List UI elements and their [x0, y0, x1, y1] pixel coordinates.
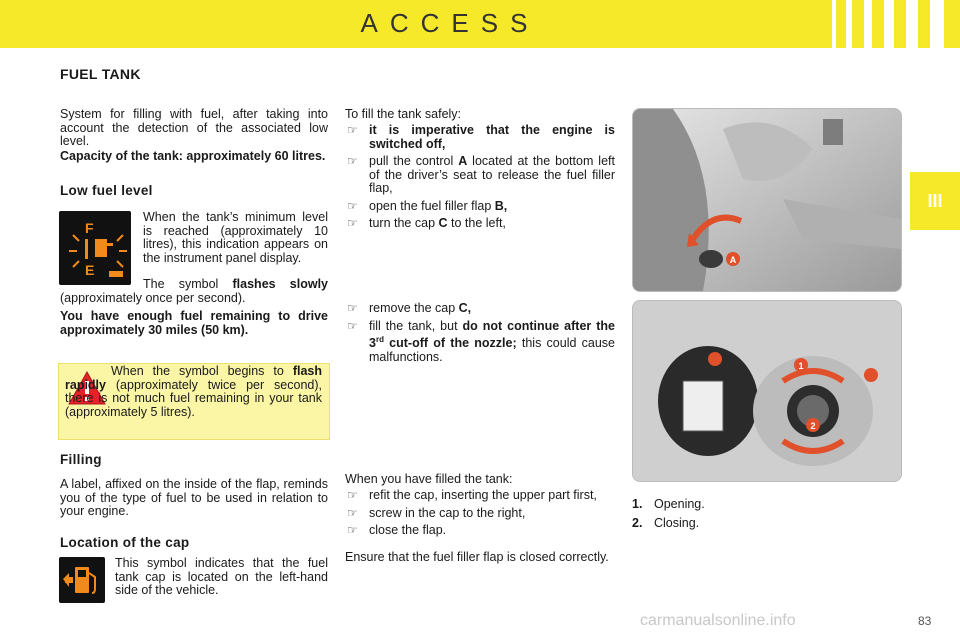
- symbol-bold: flashes slowly: [232, 277, 328, 291]
- step3-bold: B,: [494, 198, 508, 213]
- location-title: Location of the cap: [60, 535, 190, 550]
- legend-item: [632, 517, 900, 531]
- after-step2: screw in the cap to the right,: [369, 505, 526, 520]
- legend-item: [632, 498, 900, 512]
- after-steps: [345, 489, 615, 542]
- step2-post: located at the bottom left of the driver’s seat to release the fuel filler flap,: [369, 154, 615, 195]
- chapter-title: ACCESS: [360, 8, 540, 38]
- list-item: [345, 489, 615, 503]
- symbol-suffix: (approximately once per second).: [60, 290, 246, 305]
- legend-label: Opening.: [654, 497, 705, 511]
- step3-pre: open the fuel filler flap: [369, 198, 495, 213]
- filling-text: A label, affixed on the inside of the flap, reminds you of the type of fuel to be used in relation to your engine.: [60, 477, 328, 518]
- safely-step1: it is imperative that the engine is switched off,: [369, 123, 615, 151]
- page-number: 83: [918, 614, 932, 628]
- symbol-prefix: The symbol: [143, 277, 233, 291]
- list-item: [345, 507, 615, 521]
- fill-bold-b: cut-off of the nozzle;: [383, 336, 517, 351]
- after-step1: refit the cap, inserting the upper part first,: [369, 488, 597, 502]
- intro-text: System for filling with fuel, after taking into account the detection of the associated low level.: [60, 107, 328, 148]
- fuel-cap-side-icon: [59, 557, 105, 603]
- step2-pre: pull the control: [369, 154, 459, 168]
- list-item: [345, 124, 615, 151]
- after-step3: close the flap.: [369, 523, 447, 537]
- pointing-hand-icon: ☞: [347, 154, 358, 168]
- remove-bold: C,: [458, 301, 472, 315]
- safely-steps: [345, 124, 615, 235]
- fill-sup: rd: [375, 335, 384, 344]
- list-item: [345, 524, 615, 538]
- safely-intro: To fill the tank safely:: [345, 107, 462, 121]
- legend-num: 2.: [632, 515, 643, 530]
- list-item: [345, 155, 615, 196]
- fill-bold-a: do not continue after the 3: [369, 318, 615, 351]
- photo-legend: [632, 498, 900, 530]
- legend-num: 1.: [632, 497, 643, 511]
- header-stripe: [864, 0, 872, 48]
- release-control-photo: [632, 108, 902, 292]
- section-title: FUEL TANK: [60, 66, 141, 82]
- after-intro: When you have filled the tank:: [345, 472, 513, 486]
- pointing-hand-icon: ☞: [347, 523, 358, 537]
- low-fuel-title: Low fuel level: [60, 183, 153, 198]
- warning-pre: When the symbol begins to: [111, 364, 293, 378]
- warning-text: [65, 364, 322, 419]
- fill-pre: fill the tank, but: [369, 318, 463, 333]
- list-item: [345, 217, 615, 231]
- remove-pre: remove the cap: [369, 301, 459, 315]
- warning-post: (approximately twice per second), there is not much fuel remaining in your tank (approximately 5 litres).: [65, 377, 322, 419]
- watermark: carmanualsonline.info: [640, 612, 796, 629]
- step4-post: to the left,: [447, 216, 506, 230]
- step2-bold: A: [458, 154, 468, 168]
- step4-bold: C: [438, 216, 448, 230]
- header-stripe: [930, 0, 944, 48]
- low-fuel-warning-icon: [59, 211, 131, 285]
- warning-box: [58, 363, 330, 440]
- pointing-hand-icon: ☞: [347, 488, 358, 502]
- pointing-hand-icon: ☞: [347, 123, 358, 137]
- fill-post: this could cause malfunctions.: [369, 336, 616, 364]
- filling-title: Filling: [60, 452, 102, 467]
- location-text: This symbol indicates that the fuel tank cap is located on the left-hand side of the vehicle.: [115, 556, 328, 597]
- pointing-hand-icon: ☞: [347, 318, 358, 333]
- pointing-hand-icon: ☞: [347, 301, 358, 315]
- svg-text:E: E: [85, 262, 95, 278]
- chapter-tab[interactable]: III: [910, 172, 960, 230]
- list-item: [345, 320, 615, 365]
- low-fuel-text: When the tank’s minimum level is reached (approximately 10 litres), this indication appears on the instrument panel display.: [143, 210, 328, 265]
- svg-text:F: F: [85, 220, 94, 236]
- step4-pre: turn the cap: [369, 216, 439, 230]
- header-stripe: [846, 0, 852, 48]
- label-2: 2: [810, 421, 816, 431]
- list-item: [345, 200, 615, 214]
- pointing-hand-icon: ☞: [347, 216, 358, 230]
- label-1: 1: [798, 361, 804, 371]
- pointing-hand-icon: ☞: [347, 198, 358, 213]
- legend-label: Closing.: [654, 515, 700, 530]
- label-a: A: [729, 255, 737, 265]
- list-item: [345, 302, 615, 316]
- header-stripe: [884, 0, 894, 48]
- remove-steps: [345, 302, 615, 368]
- after-closing: Ensure that the fuel filler flap is closed correctly.: [345, 550, 609, 564]
- fuel-cap-photo: [632, 300, 902, 482]
- header-stripe: [906, 0, 918, 48]
- warning-bold: flash rapidly: [65, 364, 322, 392]
- pointing-hand-icon: ☞: [347, 505, 358, 520]
- page-header: [0, 0, 960, 48]
- range-text: You have enough fuel remaining to drive approximately 30 miles (50 km).: [60, 309, 328, 337]
- header-stripe: [832, 0, 836, 48]
- capacity-text: Capacity of the tank: approximately 60 litres.: [60, 149, 326, 163]
- symbol-flash-text: [60, 278, 328, 305]
